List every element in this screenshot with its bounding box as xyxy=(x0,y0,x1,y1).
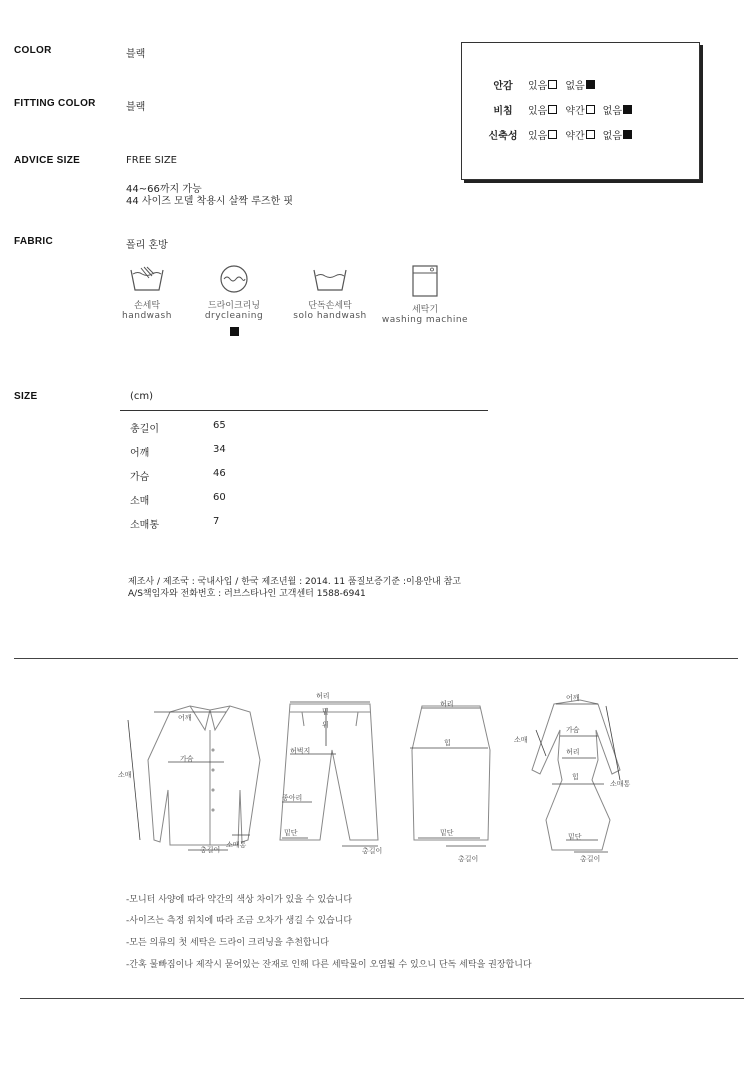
pants-knee-label: 종아리 xyxy=(282,794,303,802)
wash-ko-label: 드라이크리닝 xyxy=(207,301,261,311)
dress-waist-label: 허리 xyxy=(566,748,580,756)
shirt-sleeve-label: 소매 xyxy=(118,771,132,779)
advice-size-note-2: 44 사이즈 모델 착용시 살짝 루즈한 핏 xyxy=(126,196,294,207)
skirt-waist-label: 허리 xyxy=(440,700,454,708)
advice-size-value: FREE SIZE xyxy=(126,155,177,166)
checkbox-icon xyxy=(586,130,595,139)
skirt-diagram-icon xyxy=(412,706,490,840)
checkbox-checked-icon xyxy=(623,105,632,114)
wash-ko-label: 세탁기 xyxy=(411,305,439,315)
notice-line: -사이즈는 측정 위치에 따라 조금 오차가 생길 수 있습니다 xyxy=(126,916,353,926)
dress-chest-label: 가슴 xyxy=(566,726,580,734)
sheer-opt-no: 없음 xyxy=(602,106,622,117)
attribute-box xyxy=(461,42,700,180)
size-unit: (cm) xyxy=(130,391,154,402)
hand-wash-icon xyxy=(127,264,167,294)
lining-opt-yes: 있음 xyxy=(528,81,548,92)
size-row-name: 가슴 xyxy=(130,472,150,483)
lining-row xyxy=(478,77,603,92)
size-row-value: 60 xyxy=(213,492,226,503)
skirt-hem-label: 밑단 xyxy=(440,829,454,837)
checkbox-icon xyxy=(548,105,557,114)
lining-label: 안감 xyxy=(493,81,513,92)
dress-hip-label: 힙 xyxy=(572,773,579,781)
shirt-length-label: 총길이 xyxy=(200,846,221,854)
skirt-measure-lines xyxy=(410,708,488,846)
pants-hem-label: 밑단 xyxy=(284,829,298,837)
sheer-label: 비침 xyxy=(493,106,513,117)
wash-en-label: solo handwash xyxy=(293,311,367,321)
skirt-length-label: 총길이 xyxy=(458,855,479,863)
advice-size-label: ADVICE SIZE xyxy=(14,155,81,166)
dry-cleaning-icon xyxy=(217,264,251,294)
sheer-row xyxy=(478,102,640,117)
advice-size-note-1: 44~66까지 가능 xyxy=(126,184,202,195)
fabric-label: FABRIC xyxy=(14,236,54,247)
fabric-value: 폴리 혼방 xyxy=(126,240,168,251)
pants-length-label: 총길이 xyxy=(362,847,383,855)
size-table-divider xyxy=(120,410,488,411)
dress-hem-label: 밑단 xyxy=(568,833,582,841)
notice-line: -모니터 사양에 따라 약간의 색상 차이가 있을 수 있습니다 xyxy=(126,895,353,905)
wash-option-washing-machine xyxy=(380,264,470,325)
sheer-opt-yes: 있음 xyxy=(528,106,548,117)
lining-opt-no: 없음 xyxy=(565,81,585,92)
washing-machine-icon xyxy=(410,264,440,298)
stretch-label: 신축성 xyxy=(488,131,518,142)
stretch-opt-slight: 약간 xyxy=(565,131,585,142)
dress-shoulder-label: 어깨 xyxy=(566,694,580,702)
fitting-color-value: 블랙 xyxy=(126,102,146,113)
dress-sleeve-label: 소매 xyxy=(514,736,528,744)
shirt-chest-label: 가슴 xyxy=(180,755,194,763)
sheer-opt-slight: 약간 xyxy=(565,106,585,117)
section-divider xyxy=(14,658,738,659)
wash-ko-label: 단독손세탁 xyxy=(308,301,352,311)
maker-info-line-2: A/S책임자와 전화번호 : 러브스타나인 고객센터 1588-6941 xyxy=(128,589,366,599)
solo-hand-wash-icon xyxy=(310,264,350,294)
wash-en-label: handwash xyxy=(122,311,172,321)
stretch-opt-no: 없음 xyxy=(602,131,622,142)
wash-option-drycleaning xyxy=(198,264,270,336)
dress-length-label: 총길이 xyxy=(580,855,601,863)
size-row-value: 65 xyxy=(213,420,226,431)
pants-waist-label: 허리 xyxy=(316,692,330,700)
wash-ko-label: 손세탁 xyxy=(133,301,161,311)
dress-cuff-label: 소매통 xyxy=(610,780,631,788)
size-label: SIZE xyxy=(14,391,38,402)
selected-marker-icon xyxy=(230,327,239,336)
shirt-measure-lines xyxy=(128,712,250,850)
wash-option-solo-handwash xyxy=(290,264,370,321)
size-row-value: 34 xyxy=(213,444,226,455)
pants-thigh-label: 허벅지 xyxy=(290,747,311,755)
pants-measure-lines xyxy=(282,702,378,846)
shirt-diagram-icon xyxy=(148,706,260,845)
shirt-shoulder-label: 어깨 xyxy=(178,714,192,722)
size-row-name: 총길이 xyxy=(130,424,159,435)
bottom-divider xyxy=(20,998,744,999)
checkbox-icon xyxy=(586,105,595,114)
fitting-color-label: FITTING COLOR xyxy=(14,98,96,109)
shirt-cuff-label: 소매통 xyxy=(226,841,247,849)
checkbox-checked-icon xyxy=(623,130,632,139)
maker-info-line-1: 제조사 / 제조국 : 국내사입 / 한국 제조년월 : 2014. 11 품질보증기준 :이용안내 참고 xyxy=(128,577,462,587)
size-row-name: 소매통 xyxy=(130,520,159,531)
color-value: 블랙 xyxy=(126,49,146,60)
stretch-opt-yes: 있음 xyxy=(528,131,548,142)
size-row-value: 46 xyxy=(213,468,226,479)
wash-en-label: washing machine xyxy=(381,315,469,325)
checkbox-checked-icon xyxy=(586,80,595,89)
color-label: COLOR xyxy=(14,45,52,56)
stretch-row xyxy=(478,127,640,142)
checkbox-icon xyxy=(548,130,557,139)
wash-option-handwash xyxy=(112,264,182,321)
notice-line: -모든 의류의 첫 세탁은 드라이 크리닝을 추천합니다 xyxy=(126,938,329,948)
skirt-hip-label: 힙 xyxy=(444,739,451,747)
checkbox-icon xyxy=(548,80,557,89)
size-row-name: 소매 xyxy=(130,496,150,507)
pants-rise-label: 밑위 xyxy=(322,708,329,729)
wash-en-label: drycleaning xyxy=(204,311,264,321)
notice-line: -간혹 물빠짐이나 제작시 묻어있는 잔재로 인해 다른 세탁물이 오염될 수 있으니 단독 세탁을 권장합니다 xyxy=(126,960,532,970)
size-row-value: 7 xyxy=(213,516,220,527)
size-row-name: 어깨 xyxy=(130,448,150,459)
